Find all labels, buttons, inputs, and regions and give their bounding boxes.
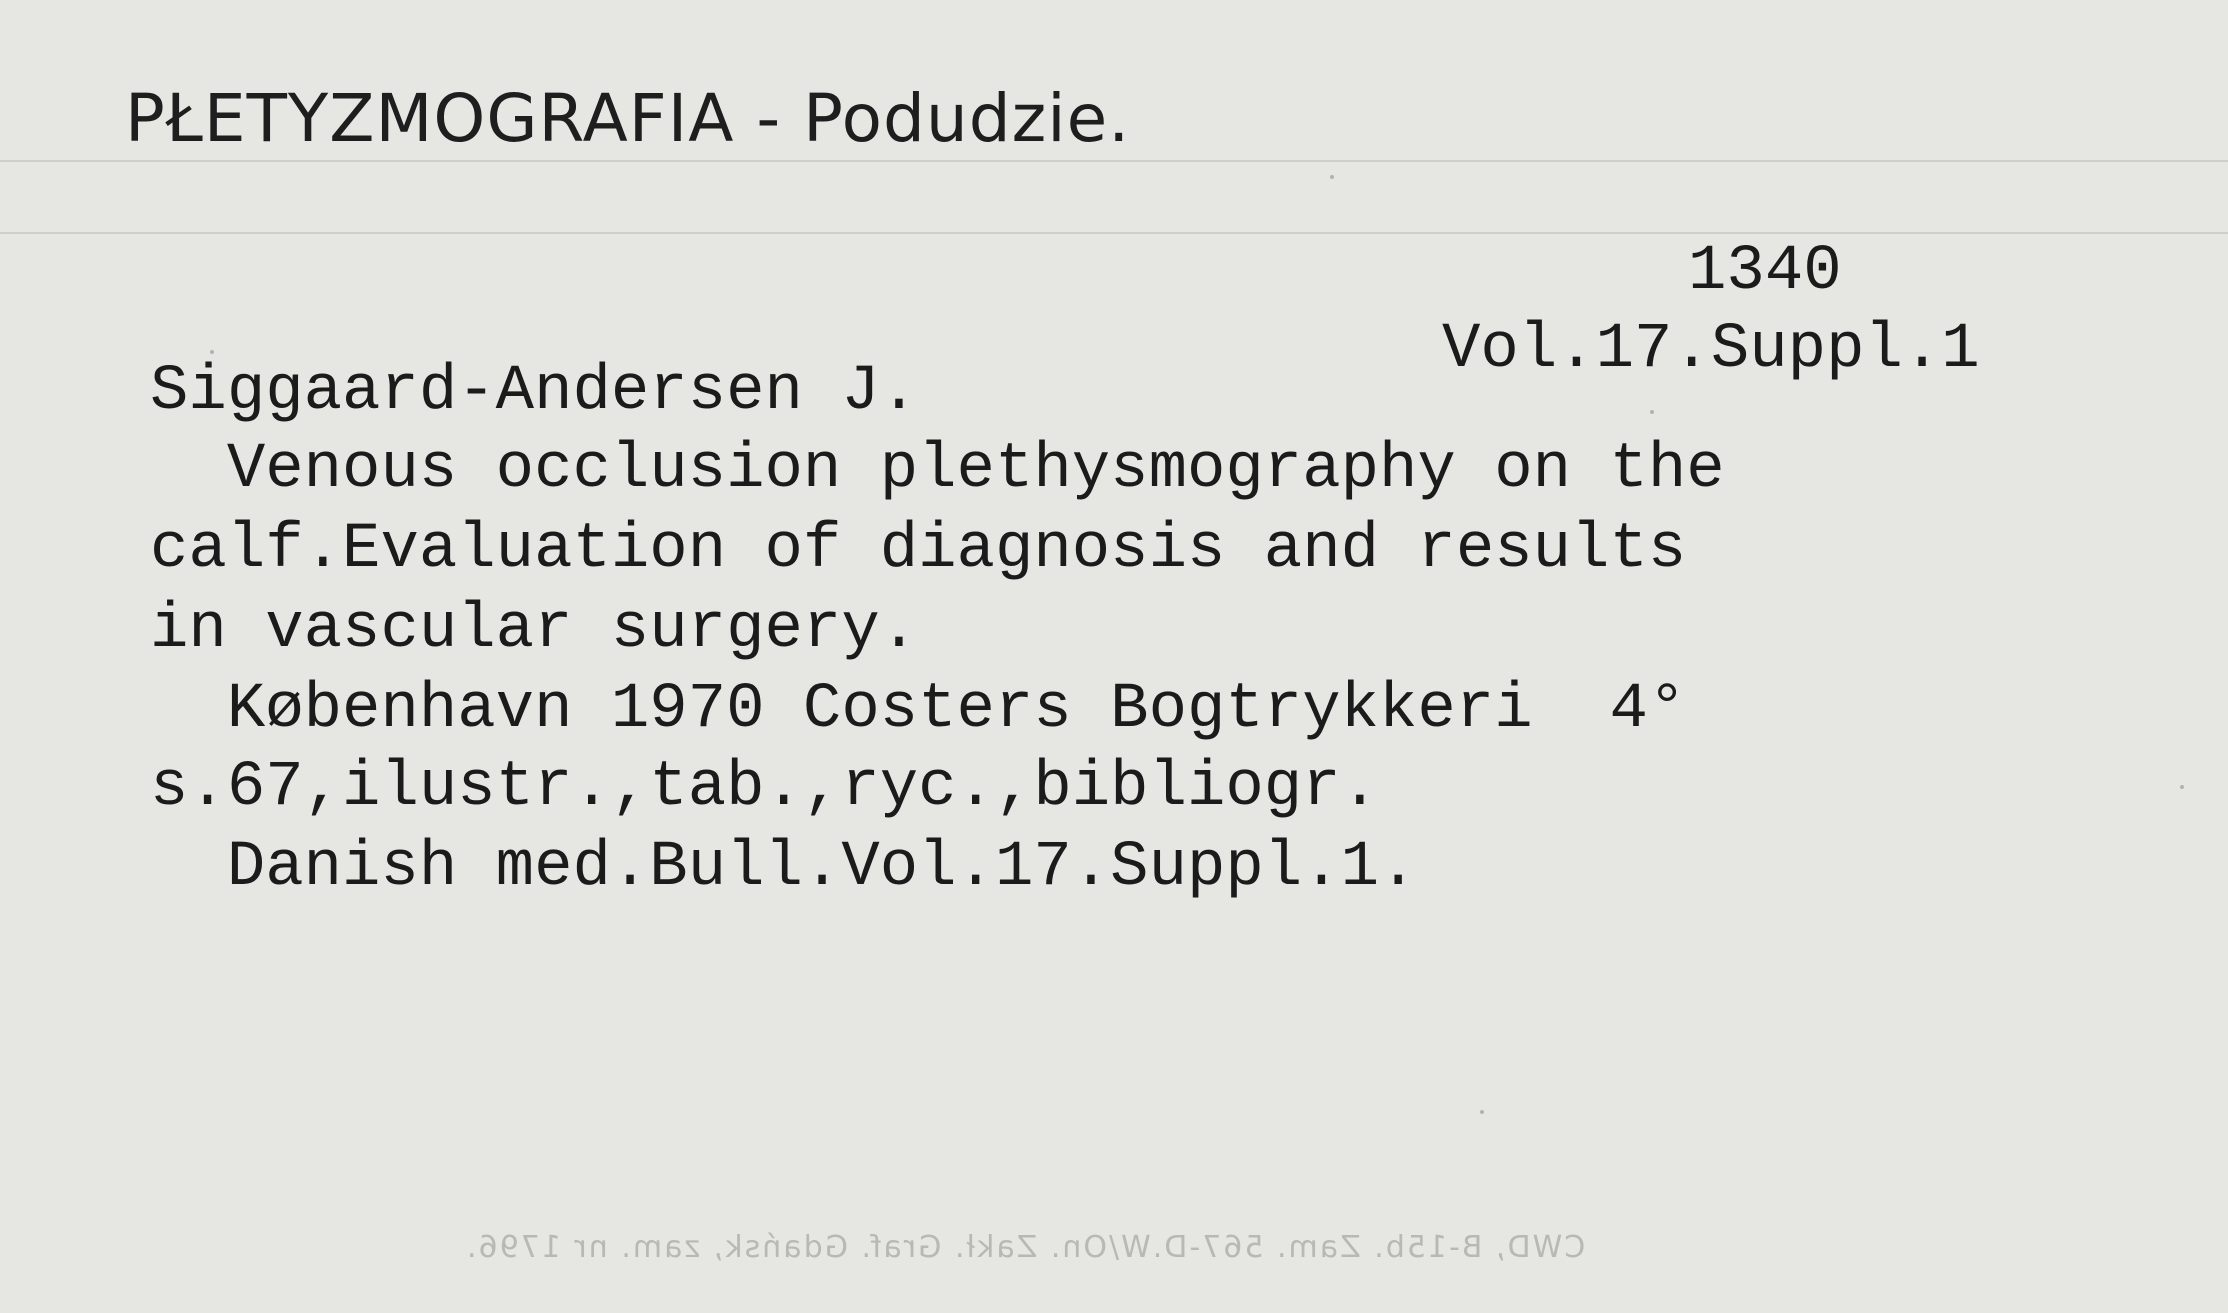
paper-speck — [1480, 1110, 1484, 1114]
printer-mark: CWD, B-15b. Zam. 567-D.W/On. Zakł. Graf. Gdańsk, zam. nr 1796. — [465, 1230, 1586, 1265]
ruled-line — [0, 232, 2228, 234]
title-line: in vascular surgery. — [150, 594, 919, 666]
paper-speck — [210, 350, 214, 354]
title-line: calf.Evaluation of diagnosis and results — [150, 514, 1687, 586]
author-line: Siggaard-Andersen J. — [150, 356, 919, 428]
subject-heading: PŁETYZMOGRAFIA - Podudzie. — [125, 80, 1131, 157]
ruled-line — [0, 160, 2228, 162]
volume-label: Vol.17.Suppl.1 — [1442, 314, 1980, 386]
imprint-line: København 1970 Costers Bogtrykkeri 4° — [150, 674, 1687, 746]
collation-line: s.67,ilustr.,tab.,ryc.,bibliogr. — [150, 752, 1379, 824]
paper-speck — [2180, 785, 2184, 789]
paper-speck — [1330, 175, 1334, 179]
call-number: 1340 — [1688, 236, 1842, 308]
series-line: Danish med.Bull.Vol.17.Suppl.1. — [150, 832, 1418, 904]
title-line: Venous occlusion plethysmography on the — [150, 434, 1725, 506]
paper-speck — [1650, 410, 1654, 414]
